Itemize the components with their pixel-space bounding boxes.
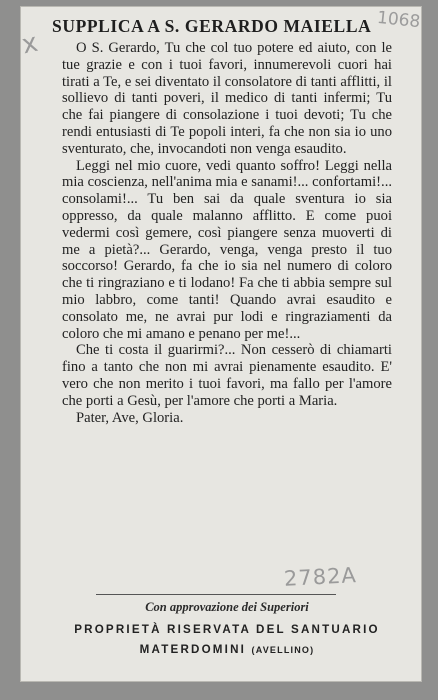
handwritten-catalog-number: 2782A [283, 563, 358, 591]
prayer-paragraph: Che ti costa il guarirmi?... Non cesserò di chiamarti fino a tanto che non mi avrai pienamente esaudito. E' vero che non merito i tuoi favori, ma fallo per l'amore che porti a Gesù, per l'amore che porti a Maria. [62, 342, 392, 409]
prayer-paragraph: O S. Gerardo, Tu che col tuo potere ed aiuto, con le tue grazie e con i tuoi favori, innumerevoli cuori hai tirati a Te, e sei diventato il consolatore di tanti afflitti, il sollievo di tanti poveri, il medico di tanti infermi; Tu che fai piangere di consolazione i tuoi devoti; Tu che rendi entusiasti di Te popoli interi, fa che non sia io uno sventurato, che, invocandoti non venga esaudito. [62, 40, 392, 157]
pencil-x-mark: x [19, 27, 41, 61]
prayer-body [62, 40, 392, 426]
property-line: PROPRIETÀ RISERVATA DEL SANTUARIO [74, 623, 380, 636]
place-line [42, 643, 412, 656]
prayer-paragraph: Leggi nel mio cuore, vedi quanto soffro! Leggi nella mia coscienza, nell'anima mia e sanami!... confortami!... consolami!... Tu ben sai da quale sventura io sia oppresso, da quale malanno afflitto. E come puoi vedermi così gemere, così piangere senza muoverti di me a pietà?... Gerardo, venga, venga presto il tuo soccorso! Gerardo, fa che io sia nel numero di coloro che ti ringraziano e ti lodano! Fa che ti abbia sempre sul mio labbro, come tanti! Quando avrai esaudito e consolato me, ne avrai pur lodi e ringraziamenti da coloro che mi amano e penano per me!... [62, 157, 392, 342]
place-name: MATERDOMINI [139, 643, 247, 656]
province-name: (AVELLINO) [251, 645, 315, 655]
pencil-number-mark: 1068 [375, 7, 421, 33]
prayer-title: SUPPLICA A S. GERARDO MAIELLA [52, 16, 372, 36]
approval-line: Con approvazione dei Superiori [145, 600, 309, 614]
prayer-closing: Pater, Ave, Gloria. [76, 409, 184, 426]
footer-divider [96, 594, 336, 595]
